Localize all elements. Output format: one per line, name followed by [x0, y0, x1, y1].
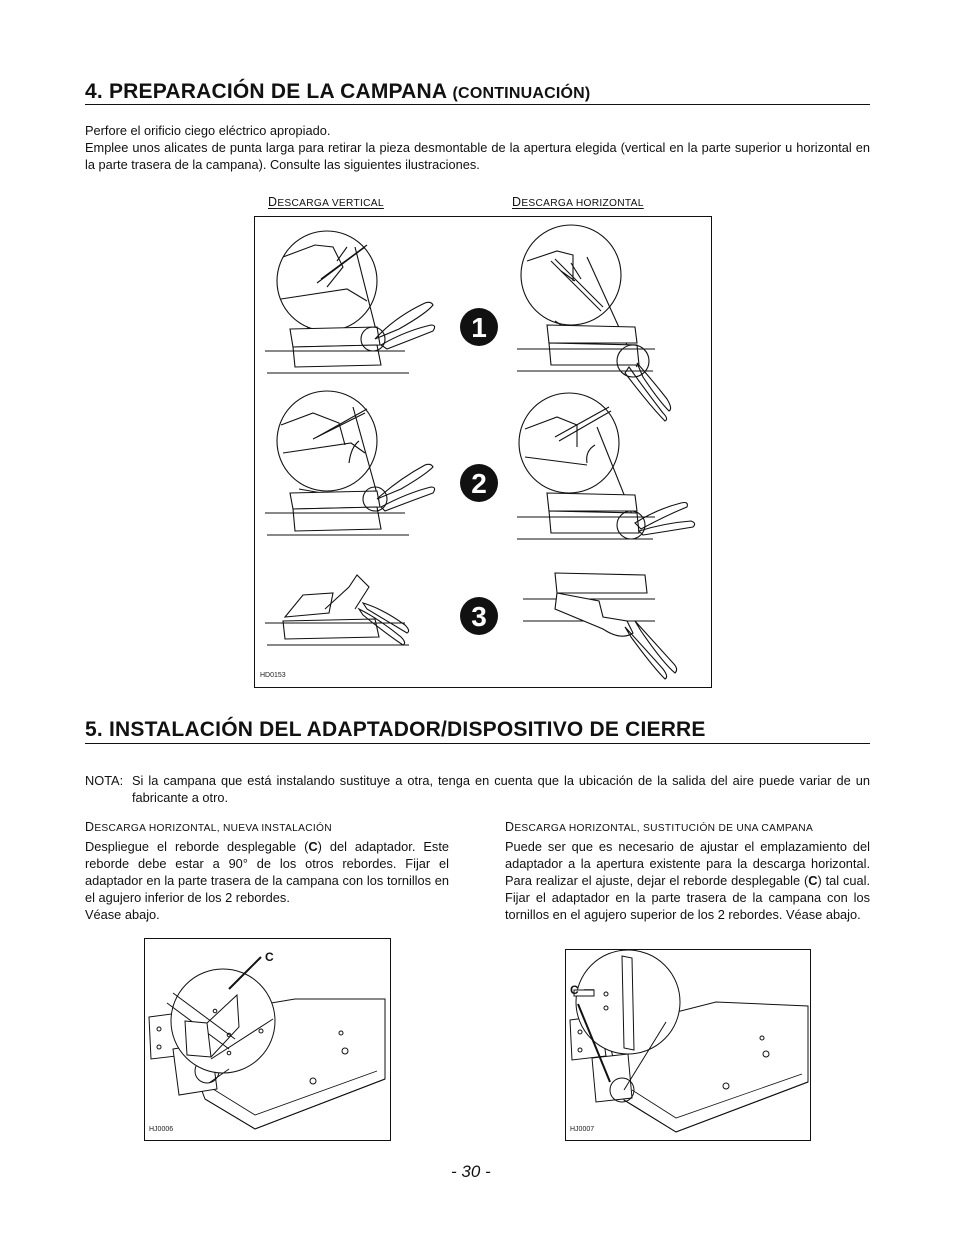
- section-4-heading: [85, 80, 590, 104]
- label-horizontal-discharge: DESCARGA HORIZONTAL: [512, 195, 644, 209]
- section-5-rule: [85, 743, 870, 744]
- figure-code: HD0153: [260, 672, 286, 679]
- step-badges: [460, 308, 498, 635]
- page-number: - 30 -: [451, 1162, 491, 1181]
- vertical-step-1-drawing: [265, 231, 435, 373]
- horizontal-step-1-drawing: [517, 225, 671, 421]
- vertical-step-2-drawing: [265, 391, 435, 535]
- adapter-new-install-illustration: [145, 939, 390, 1140]
- section-5-heading: [85, 718, 706, 742]
- section-subtitle: (CONTINUACIÓN): [452, 85, 591, 102]
- horizontal-step-3-drawing: [523, 573, 677, 679]
- vertical-step-3-drawing: [265, 575, 409, 645]
- figure-code: HJ0006: [149, 1126, 174, 1133]
- figure-code: HJ0007: [570, 1126, 595, 1133]
- adapter-new-install-figure: [144, 938, 391, 1141]
- section-4-para-1: Perfore el orificio ciego eléctrico apropiado.: [85, 123, 331, 138]
- note-text: Si la campana que está instalando sustituye a otra, tenga en cuenta que la ubicación de la salida del aire puede variar de un fabricante a otro.: [132, 773, 870, 805]
- right-heading: DESCARGA HORIZONTAL, SUSTITUCIÓN DE UNA CAMPANA: [505, 820, 814, 834]
- section-title: INSTALACIÓN DEL ADAPTADOR/DISPOSITIVO DE CIERRE: [108, 718, 706, 741]
- left-heading: DESCARGA HORIZONTAL, NUEVA INSTALACIÓN: [85, 820, 332, 834]
- step-1-badge: 1: [471, 312, 487, 343]
- note-label: NOTA:: [85, 773, 124, 788]
- step-3-badge: 3: [471, 601, 487, 632]
- section-number: 4.: [85, 80, 103, 103]
- section-4-para-2: Emplee unos alicates de punta larga para retirar la pieza desmontable de la apertura elegida (vertical en la parte superior u horizontal en la parte trasera de la campana). Consulte las siguientes ilustraciones.: [85, 140, 870, 172]
- right-paragraph: Puede ser que es necesario de ajustar el emplazamiento del adaptador a la apertura existente para la descarga horizontal. Para realizar el ajuste, dejar el reborde desplegable (C) tal cual. Fijar el adaptador en la parte trasera de la campana con los tornillos en el agujero superior de los 2 rebordes. Véase abajo.: [505, 839, 871, 922]
- section-4-rule: [85, 104, 870, 105]
- section-title: PREPARACIÓN DE LA CAMPANA: [108, 80, 447, 103]
- left-paragraph: Despliegue el reborde desplegable (C) del adaptador. Este reborde debe estar a 90° de los otros rebordes. Fijar el adaptador en la parte trasera de la campana con los tornillos en el agujero inferior de los 2 rebordes. Véase abajo.: [85, 839, 449, 922]
- step-2-badge: 2: [471, 468, 487, 499]
- adapter-replacement-figure: [565, 949, 811, 1141]
- knockout-removal-figure: [254, 216, 712, 688]
- callout-c-left: C: [265, 950, 274, 964]
- knockout-illustration: [255, 217, 711, 687]
- section-number: 5.: [85, 718, 103, 741]
- callout-c-right: C: [570, 983, 579, 997]
- label-vertical-discharge: DESCARGA VERTICAL: [268, 195, 384, 209]
- horizontal-step-2-drawing: [517, 393, 695, 539]
- adapter-replacement-illustration: [566, 950, 810, 1140]
